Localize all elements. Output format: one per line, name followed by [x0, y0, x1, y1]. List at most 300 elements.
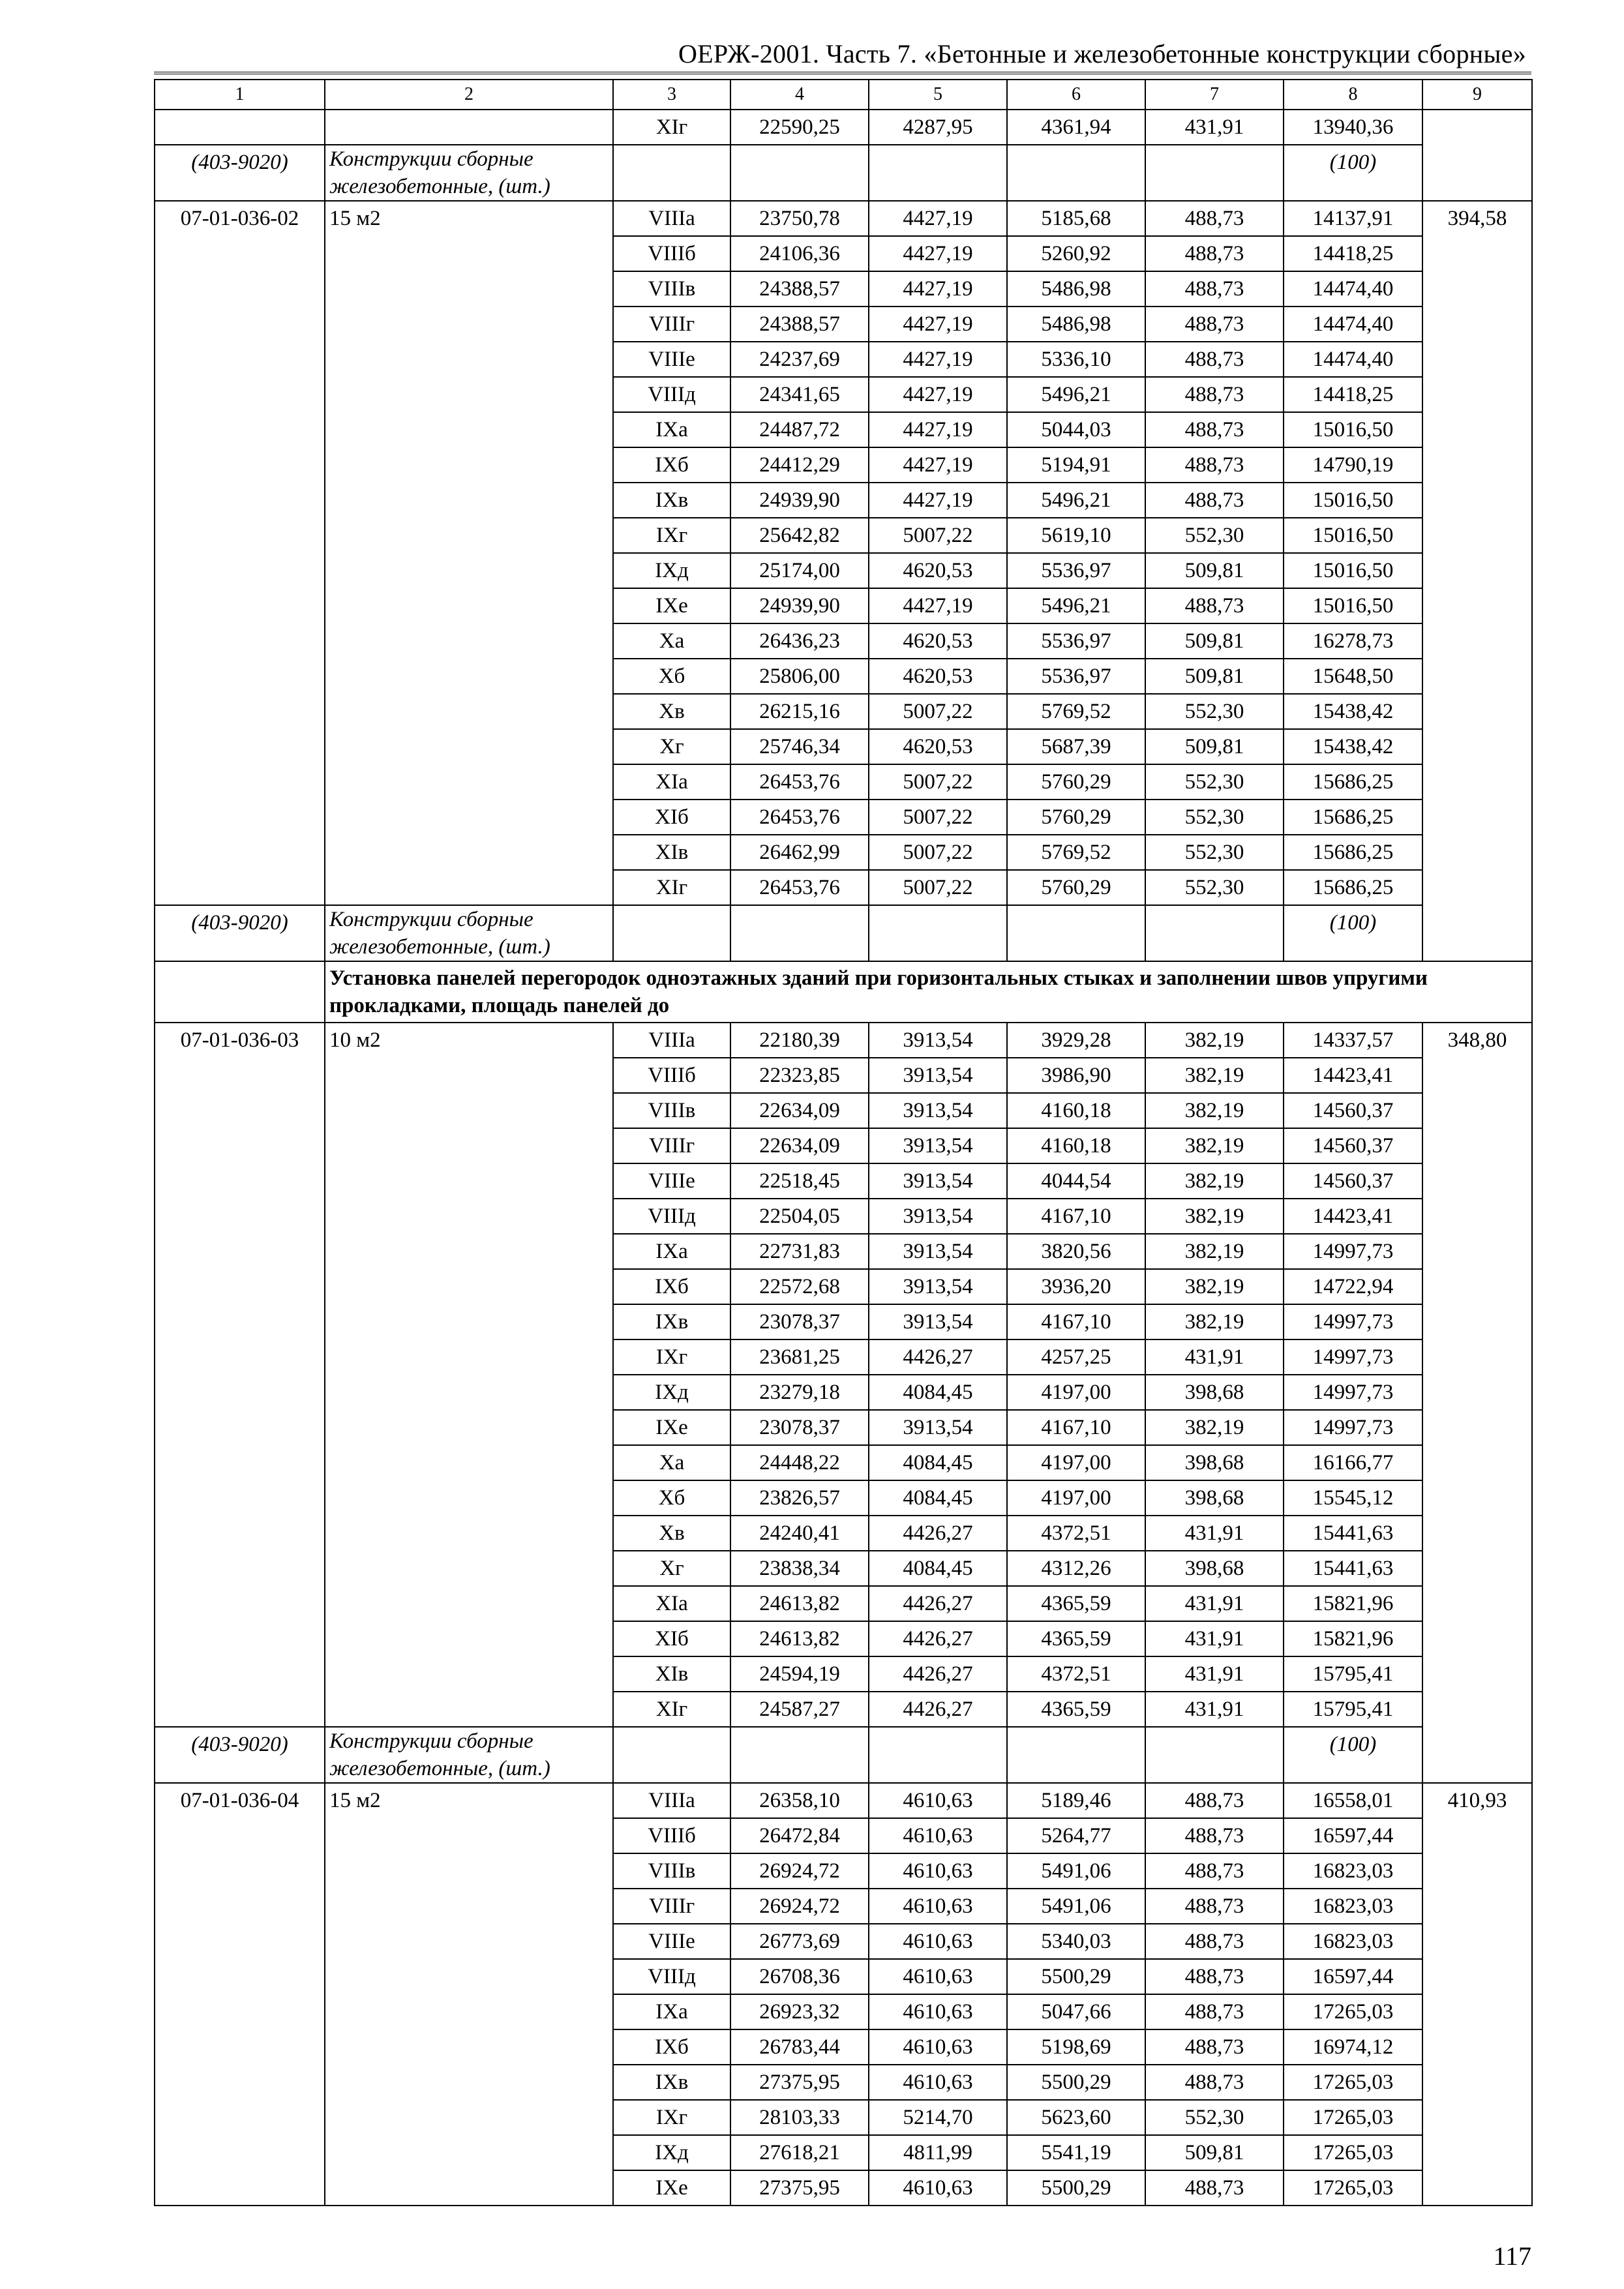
zone-code: VIIIв	[613, 271, 730, 307]
materials: 17265,03	[1284, 2135, 1422, 2170]
wages: 4610,63	[869, 1994, 1007, 2029]
wages: 4620,53	[869, 623, 1007, 659]
wages: 4610,63	[869, 1924, 1007, 1959]
wages: 4427,19	[869, 342, 1007, 377]
machinist-wages: 488,73	[1145, 201, 1284, 236]
zone-code: XIг	[613, 110, 730, 145]
materials: 15795,41	[1284, 1692, 1422, 1727]
machines: 5486,98	[1007, 271, 1145, 307]
materials: 16823,03	[1284, 1924, 1422, 1959]
machinist-wages: 488,73	[1145, 412, 1284, 447]
wages: 4620,53	[869, 729, 1007, 764]
machinist-wages: 431,91	[1145, 1516, 1284, 1551]
zone-code: XIб	[613, 800, 730, 835]
material-code: (403-9020)	[155, 905, 325, 961]
total-cost: 24106,36	[730, 236, 869, 271]
wages: 3913,54	[869, 1304, 1007, 1339]
zone-code: VIIIа	[613, 1023, 730, 1058]
wages: 4426,27	[869, 1516, 1007, 1551]
machinist-wages: 488,73	[1145, 1959, 1284, 1994]
machines: 5536,97	[1007, 659, 1145, 694]
total-cost: 26358,10	[730, 1783, 869, 1818]
materials: 16166,77	[1284, 1445, 1422, 1480]
machines: 5687,39	[1007, 729, 1145, 764]
zone-code: IXб	[613, 447, 730, 483]
materials: 14997,73	[1284, 1339, 1422, 1375]
wages: 4426,27	[869, 1656, 1007, 1692]
total-cost: 23078,37	[730, 1410, 869, 1445]
rate-unit: 15 м2	[325, 1783, 613, 2206]
total-cost: 27375,95	[730, 2065, 869, 2100]
zone-code: VIIIб	[613, 1818, 730, 1853]
machinist-wages: 488,73	[1145, 1889, 1284, 1924]
machines: 4312,26	[1007, 1551, 1145, 1586]
machinist-wages: 488,73	[1145, 236, 1284, 271]
machines: 5336,10	[1007, 342, 1145, 377]
wages: 5007,22	[869, 800, 1007, 835]
total-cost: 23826,57	[730, 1480, 869, 1516]
zone-code: XIв	[613, 835, 730, 870]
total-cost: 26453,76	[730, 800, 869, 835]
machines: 5500,29	[1007, 2170, 1145, 2206]
empty-cell	[613, 1727, 730, 1783]
machinist-wages: 509,81	[1145, 729, 1284, 764]
wages: 5007,22	[869, 835, 1007, 870]
machines: 5491,06	[1007, 1889, 1145, 1924]
total-cost: 22504,05	[730, 1199, 869, 1234]
total-cost: 23078,37	[730, 1304, 869, 1339]
machines: 5760,29	[1007, 870, 1145, 905]
total-cost: 23681,25	[730, 1339, 869, 1375]
total-cost: 24388,57	[730, 307, 869, 342]
zone-code: VIIIд	[613, 1959, 730, 1994]
machines: 5623,60	[1007, 2100, 1145, 2135]
materials: 14418,25	[1284, 236, 1422, 271]
total-cost: 27375,95	[730, 2170, 869, 2206]
machinist-wages: 431,91	[1145, 1586, 1284, 1621]
zone-code: IXд	[613, 2135, 730, 2170]
wages: 4610,63	[869, 1959, 1007, 1994]
wages: 4610,63	[869, 1889, 1007, 1924]
total-cost: 28103,33	[730, 2100, 869, 2135]
material-quantity: (100)	[1284, 905, 1422, 961]
machines: 5536,97	[1007, 553, 1145, 588]
wages: 5007,22	[869, 518, 1007, 553]
total-cost: 23279,18	[730, 1375, 869, 1410]
materials: 14560,37	[1284, 1128, 1422, 1163]
total-cost: 26215,16	[730, 694, 869, 729]
machinist-wages: 552,30	[1145, 870, 1284, 905]
machinist-wages: 382,19	[1145, 1023, 1284, 1058]
wages: 4426,27	[869, 1621, 1007, 1656]
material-name: Конструкции сборные железобетонные, (шт.)	[325, 1727, 613, 1783]
table-row	[155, 201, 1532, 236]
empty-cell	[1007, 145, 1145, 201]
total-cost: 24448,22	[730, 1445, 869, 1480]
wages: 4287,95	[869, 110, 1007, 145]
wages: 4427,19	[869, 447, 1007, 483]
materials: 14423,41	[1284, 1058, 1422, 1093]
total-cost: 23750,78	[730, 201, 869, 236]
materials: 16823,03	[1284, 1853, 1422, 1889]
empty-cell	[730, 145, 869, 201]
wages: 4084,45	[869, 1480, 1007, 1516]
wages: 4610,63	[869, 1818, 1007, 1853]
machinist-wages: 488,73	[1145, 2065, 1284, 2100]
zone-code: VIIIб	[613, 236, 730, 271]
wages: 3913,54	[869, 1410, 1007, 1445]
material-quantity: (100)	[1284, 145, 1422, 201]
wages: 4426,27	[869, 1692, 1007, 1727]
machinist-wages: 552,30	[1145, 694, 1284, 729]
zone-code: VIIIг	[613, 1128, 730, 1163]
machines: 3929,28	[1007, 1023, 1145, 1058]
zone-code: VIIIб	[613, 1058, 730, 1093]
machines: 5486,98	[1007, 307, 1145, 342]
wages: 4427,19	[869, 271, 1007, 307]
labor-cost	[1422, 110, 1532, 201]
wages: 4426,27	[869, 1339, 1007, 1375]
materials: 14137,91	[1284, 201, 1422, 236]
materials: 16558,01	[1284, 1783, 1422, 1818]
zone-code: IXг	[613, 2100, 730, 2135]
machinist-wages: 398,68	[1145, 1480, 1284, 1516]
machines: 5264,77	[1007, 1818, 1145, 1853]
zone-code: IXе	[613, 2170, 730, 2206]
zone-code: XIб	[613, 1621, 730, 1656]
total-cost: 26773,69	[730, 1924, 869, 1959]
total-cost: 25806,00	[730, 659, 869, 694]
materials: 16823,03	[1284, 1889, 1422, 1924]
wages: 4610,63	[869, 1853, 1007, 1889]
zone-code: IXд	[613, 553, 730, 588]
total-cost: 26453,76	[730, 870, 869, 905]
rate-code: 07-01-036-04	[155, 1783, 325, 2206]
material-row	[155, 1727, 1532, 1783]
column-header: 1	[155, 80, 325, 110]
machinist-wages: 431,91	[1145, 1339, 1284, 1375]
column-header: 3	[613, 80, 730, 110]
machines: 4197,00	[1007, 1375, 1145, 1410]
material-row	[155, 905, 1532, 961]
machinist-wages: 552,30	[1145, 518, 1284, 553]
materials: 14790,19	[1284, 447, 1422, 483]
materials: 17265,03	[1284, 1994, 1422, 2029]
table-row	[155, 110, 1532, 145]
wages: 4620,53	[869, 659, 1007, 694]
machines: 4044,54	[1007, 1163, 1145, 1199]
machines: 5496,21	[1007, 483, 1145, 518]
material-quantity: (100)	[1284, 1727, 1422, 1783]
materials: 15016,50	[1284, 553, 1422, 588]
total-cost: 26708,36	[730, 1959, 869, 1994]
materials: 17265,03	[1284, 2065, 1422, 2100]
column-header: 4	[730, 80, 869, 110]
materials: 16597,44	[1284, 1959, 1422, 1994]
machines: 5496,21	[1007, 588, 1145, 623]
total-cost: 24412,29	[730, 447, 869, 483]
total-cost: 26472,84	[730, 1818, 869, 1853]
materials: 15438,42	[1284, 729, 1422, 764]
empty-cell	[869, 145, 1007, 201]
materials: 14474,40	[1284, 271, 1422, 307]
material-row	[155, 145, 1532, 201]
wages: 4427,19	[869, 412, 1007, 447]
rate-unit: 15 м2	[325, 201, 613, 905]
materials: 15016,50	[1284, 518, 1422, 553]
machines: 4160,18	[1007, 1128, 1145, 1163]
zone-code: XIа	[613, 1586, 730, 1621]
wages: 3913,54	[869, 1023, 1007, 1058]
materials: 15545,12	[1284, 1480, 1422, 1516]
wages: 3913,54	[869, 1234, 1007, 1269]
wages: 4811,99	[869, 2135, 1007, 2170]
empty-cell	[1145, 145, 1284, 201]
machinist-wages: 509,81	[1145, 623, 1284, 659]
total-cost: 22634,09	[730, 1128, 869, 1163]
column-header: 5	[869, 80, 1007, 110]
zone-code: XIг	[613, 870, 730, 905]
header-title: ОЕРЖ-2001. Часть 7. «Бетонные и железобетонные конструкции сборные»	[678, 39, 1526, 68]
materials: 13940,36	[1284, 110, 1422, 145]
machinist-wages: 382,19	[1145, 1093, 1284, 1128]
machinist-wages: 488,73	[1145, 588, 1284, 623]
rate-unit: 10 м2	[325, 1023, 613, 1727]
machines: 5541,19	[1007, 2135, 1145, 2170]
zone-code: Xа	[613, 1445, 730, 1480]
total-cost: 24939,90	[730, 588, 869, 623]
wages: 5007,22	[869, 694, 1007, 729]
machines: 4372,51	[1007, 1516, 1145, 1551]
zone-code: IXа	[613, 412, 730, 447]
zone-code: IXв	[613, 1304, 730, 1339]
table-body	[155, 80, 1532, 2206]
machinist-wages: 382,19	[1145, 1234, 1284, 1269]
wages: 4610,63	[869, 2170, 1007, 2206]
rate-unit	[325, 110, 613, 145]
machines: 5044,03	[1007, 412, 1145, 447]
machines: 5769,52	[1007, 835, 1145, 870]
empty-cell	[869, 905, 1007, 961]
machines: 4365,59	[1007, 1621, 1145, 1656]
price-table	[154, 79, 1533, 2206]
zone-code: Xв	[613, 1516, 730, 1551]
total-cost: 26453,76	[730, 764, 869, 800]
empty-cell	[730, 1727, 869, 1783]
materials: 14997,73	[1284, 1234, 1422, 1269]
materials: 16974,12	[1284, 2029, 1422, 2065]
materials: 15795,41	[1284, 1656, 1422, 1692]
machinist-wages: 488,73	[1145, 1853, 1284, 1889]
machinist-wages: 509,81	[1145, 659, 1284, 694]
machinist-wages: 431,91	[1145, 1621, 1284, 1656]
machinist-wages: 552,30	[1145, 2100, 1284, 2135]
labor-cost: 348,80	[1422, 1023, 1532, 1783]
machines: 3936,20	[1007, 1269, 1145, 1304]
machinist-wages: 382,19	[1145, 1199, 1284, 1234]
machinist-wages: 398,68	[1145, 1551, 1284, 1586]
wages: 5007,22	[869, 870, 1007, 905]
wages: 4610,63	[869, 2029, 1007, 2065]
machines: 4167,10	[1007, 1199, 1145, 1234]
empty-cell	[613, 145, 730, 201]
machinist-wages: 552,30	[1145, 764, 1284, 800]
zone-code: VIIIе	[613, 342, 730, 377]
zone-code: Xг	[613, 729, 730, 764]
wages: 3913,54	[869, 1058, 1007, 1093]
machinist-wages: 488,73	[1145, 2170, 1284, 2206]
machinist-wages: 488,73	[1145, 2029, 1284, 2065]
machines: 4365,59	[1007, 1586, 1145, 1621]
wages: 3913,54	[869, 1093, 1007, 1128]
column-header: 2	[325, 80, 613, 110]
wages: 4084,45	[869, 1445, 1007, 1480]
total-cost: 24613,82	[730, 1586, 869, 1621]
machinist-wages: 488,73	[1145, 447, 1284, 483]
machinist-wages: 398,68	[1145, 1375, 1284, 1410]
zone-code: IXб	[613, 1269, 730, 1304]
total-cost: 25174,00	[730, 553, 869, 588]
total-cost: 25746,34	[730, 729, 869, 764]
section-header-row	[155, 961, 1532, 1023]
machines: 5760,29	[1007, 800, 1145, 835]
materials: 15821,96	[1284, 1621, 1422, 1656]
machinist-wages: 488,73	[1145, 1783, 1284, 1818]
machines: 4257,25	[1007, 1339, 1145, 1375]
section-header: Установка панелей перегородок одноэтажных зданий при горизонтальных стыках и заполнении швов упругими прокладками, площадь панелей до	[325, 961, 1532, 1023]
wages: 4084,45	[869, 1551, 1007, 1586]
materials: 17265,03	[1284, 2100, 1422, 2135]
empty-cell	[613, 905, 730, 961]
machines: 5194,91	[1007, 447, 1145, 483]
zone-code: VIIIг	[613, 1889, 730, 1924]
column-header: 8	[1284, 80, 1422, 110]
zone-code: IXе	[613, 1410, 730, 1445]
rate-code: 07-01-036-02	[155, 201, 325, 905]
total-cost: 27618,21	[730, 2135, 869, 2170]
zone-code: Xб	[613, 659, 730, 694]
zone-code: VIIIа	[613, 201, 730, 236]
column-header: 9	[1422, 80, 1532, 110]
zone-code: VIIIв	[613, 1093, 730, 1128]
machines: 5536,97	[1007, 623, 1145, 659]
materials: 14423,41	[1284, 1199, 1422, 1234]
machines: 4372,51	[1007, 1656, 1145, 1692]
total-cost: 24594,19	[730, 1656, 869, 1692]
total-cost: 22634,09	[730, 1093, 869, 1128]
materials: 15686,25	[1284, 764, 1422, 800]
total-cost: 25642,82	[730, 518, 869, 553]
materials: 14474,40	[1284, 307, 1422, 342]
table-row	[155, 1023, 1532, 1058]
zone-code: IXа	[613, 1994, 730, 2029]
zone-code: IXа	[613, 1234, 730, 1269]
total-cost: 24587,27	[730, 1692, 869, 1727]
zone-code: VIIIе	[613, 1924, 730, 1959]
rate-code	[155, 110, 325, 145]
empty-cell	[869, 1727, 1007, 1783]
total-cost: 26436,23	[730, 623, 869, 659]
materials: 14560,37	[1284, 1163, 1422, 1199]
wages: 4426,27	[869, 1586, 1007, 1621]
zone-code: VIIIе	[613, 1163, 730, 1199]
machines: 5185,68	[1007, 201, 1145, 236]
total-cost: 22590,25	[730, 110, 869, 145]
machines: 4160,18	[1007, 1093, 1145, 1128]
material-name: Конструкции сборные железобетонные, (шт.)	[325, 905, 613, 961]
machinist-wages: 488,73	[1145, 1994, 1284, 2029]
machines: 3820,56	[1007, 1234, 1145, 1269]
zone-code: IXб	[613, 2029, 730, 2065]
total-cost: 22180,39	[730, 1023, 869, 1058]
materials: 15438,42	[1284, 694, 1422, 729]
materials: 14722,94	[1284, 1269, 1422, 1304]
materials: 15441,63	[1284, 1516, 1422, 1551]
machines: 5500,29	[1007, 1959, 1145, 1994]
machines: 5769,52	[1007, 694, 1145, 729]
empty-cell	[1145, 905, 1284, 961]
materials: 17265,03	[1284, 2170, 1422, 2206]
column-header: 7	[1145, 80, 1284, 110]
total-cost: 24237,69	[730, 342, 869, 377]
section-header-empty-cell	[155, 961, 325, 1023]
wages: 5214,70	[869, 2100, 1007, 2135]
labor-cost: 394,58	[1422, 201, 1532, 961]
zone-code: IXг	[613, 1339, 730, 1375]
machinist-wages: 488,73	[1145, 377, 1284, 412]
zone-code: Xг	[613, 1551, 730, 1586]
materials: 15686,25	[1284, 800, 1422, 835]
zone-code: IXд	[613, 1375, 730, 1410]
material-code: (403-9020)	[155, 145, 325, 201]
zone-code: XIа	[613, 764, 730, 800]
machinist-wages: 488,73	[1145, 342, 1284, 377]
total-cost: 22323,85	[730, 1058, 869, 1093]
materials: 15686,25	[1284, 870, 1422, 905]
machinist-wages: 382,19	[1145, 1304, 1284, 1339]
zone-code: VIIIв	[613, 1853, 730, 1889]
materials: 15821,96	[1284, 1586, 1422, 1621]
wages: 4427,19	[869, 588, 1007, 623]
zone-code: VIIIд	[613, 377, 730, 412]
zone-code: VIIIа	[613, 1783, 730, 1818]
zone-code: Xв	[613, 694, 730, 729]
total-cost: 24613,82	[730, 1621, 869, 1656]
materials: 15016,50	[1284, 412, 1422, 447]
empty-cell	[730, 905, 869, 961]
total-cost: 26924,72	[730, 1853, 869, 1889]
column-header: 6	[1007, 80, 1145, 110]
machines: 5496,21	[1007, 377, 1145, 412]
wages: 4427,19	[869, 483, 1007, 518]
machinist-wages: 488,73	[1145, 271, 1284, 307]
total-cost: 26923,32	[730, 1994, 869, 2029]
machines: 5198,69	[1007, 2029, 1145, 2065]
page-header	[154, 39, 1531, 74]
wages: 3913,54	[869, 1269, 1007, 1304]
materials: 14560,37	[1284, 1093, 1422, 1128]
total-cost: 22731,83	[730, 1234, 869, 1269]
labor-cost: 410,93	[1422, 1783, 1532, 2206]
materials: 14337,57	[1284, 1023, 1422, 1058]
total-cost: 26783,44	[730, 2029, 869, 2065]
machinist-wages: 382,19	[1145, 1269, 1284, 1304]
materials: 15016,50	[1284, 588, 1422, 623]
machines: 4361,94	[1007, 110, 1145, 145]
total-cost: 24388,57	[730, 271, 869, 307]
total-cost: 23838,34	[730, 1551, 869, 1586]
machinist-wages: 382,19	[1145, 1163, 1284, 1199]
